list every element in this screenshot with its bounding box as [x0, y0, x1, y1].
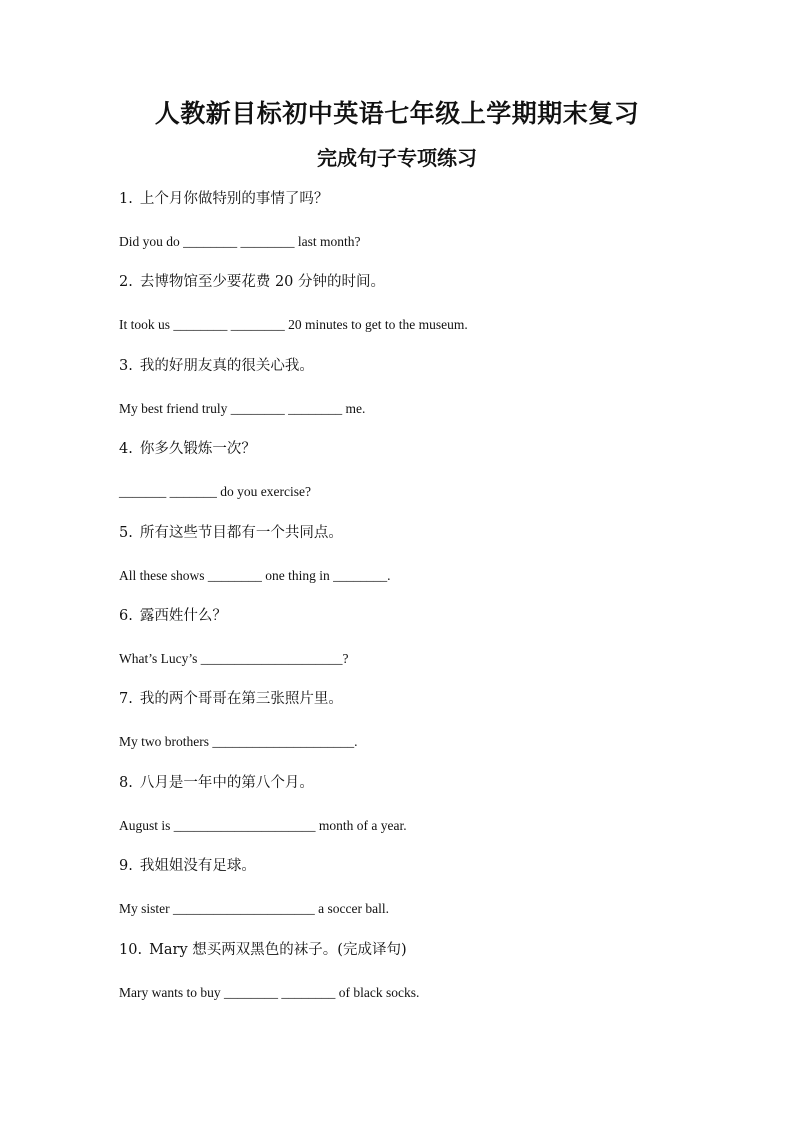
question-chinese: [119, 773, 314, 793]
question-chinese: [119, 189, 328, 209]
question-item: [119, 347, 759, 430]
question-number: 10.: [119, 941, 143, 958]
question-prompt: 所有这些节目都有一个共同点。: [139, 524, 343, 541]
question-prompt: 我的好朋友真的很关心我。: [139, 357, 314, 374]
question-english: All these shows ________ one thing in ________.: [119, 567, 391, 583]
question-list: [119, 180, 759, 1014]
question-number: 3.: [119, 357, 133, 374]
question-prompt: 露西姓什么？: [139, 607, 227, 624]
question-chinese: [119, 356, 314, 376]
question-english: Mary wants to buy ________ ________ of black socks.: [119, 984, 420, 1000]
question-number: 7.: [119, 691, 133, 708]
question-chinese: [119, 940, 407, 960]
question-item: [119, 597, 759, 680]
question-chinese: [119, 523, 343, 543]
question-number: 2.: [119, 274, 133, 291]
page-title: 人教新目标初中英语七年级上学期期末复习: [154, 99, 640, 128]
question-prompt: 八月是一年中的第八个月。: [139, 774, 314, 791]
question-chinese: [119, 606, 227, 626]
question-item: [119, 680, 759, 763]
question-chinese: [119, 272, 385, 292]
question-english: What’s Lucy’s _____________________?: [119, 650, 349, 666]
question-prompt: 我姐姐没有足球。: [139, 858, 256, 875]
question-prompt: 去博物馆至少要花费 20 分钟的时间。: [139, 274, 386, 291]
question-item: [119, 514, 759, 597]
question-english: August is _____________________ month of a year.: [119, 817, 407, 833]
question-number: 9.: [119, 858, 133, 875]
question-english: Did you do ________ ________ last month?: [119, 234, 361, 249]
question-english: My two brothers _____________________.: [119, 734, 358, 750]
question-item: [119, 764, 759, 847]
question-prompt: 我的两个哥哥在第三张照片里。: [139, 691, 343, 708]
question-number: 1.: [119, 191, 133, 207]
question-item: [119, 180, 759, 263]
question-prompt: Mary 想买两双黑色的袜子。(完成译句): [149, 941, 407, 958]
question-chinese: [119, 689, 343, 709]
question-number: 6.: [119, 607, 133, 624]
question-item: [119, 263, 759, 346]
question-prompt: 你多久锻炼一次？: [139, 441, 256, 458]
question-english: It took us ________ ________ 20 minutes to get to the museum.: [119, 317, 468, 333]
question-number: 8.: [119, 774, 133, 791]
question-prompt: 上个月你做特别的事情了吗？: [139, 191, 329, 207]
question-chinese: [119, 439, 256, 459]
question-number: 5.: [119, 524, 133, 541]
question-english: _______ _______ do you exercise?: [119, 484, 311, 500]
question-item: [119, 931, 759, 1014]
question-item: [119, 847, 759, 930]
question-number: 4.: [119, 441, 133, 458]
question-item: [119, 430, 759, 513]
question-english: My sister _____________________ a soccer ball.: [119, 901, 389, 917]
question-chinese: [119, 856, 256, 876]
page-subtitle: 完成句子专项练习: [317, 146, 477, 170]
question-english: My best friend truly ________ ________ me.: [119, 400, 366, 416]
